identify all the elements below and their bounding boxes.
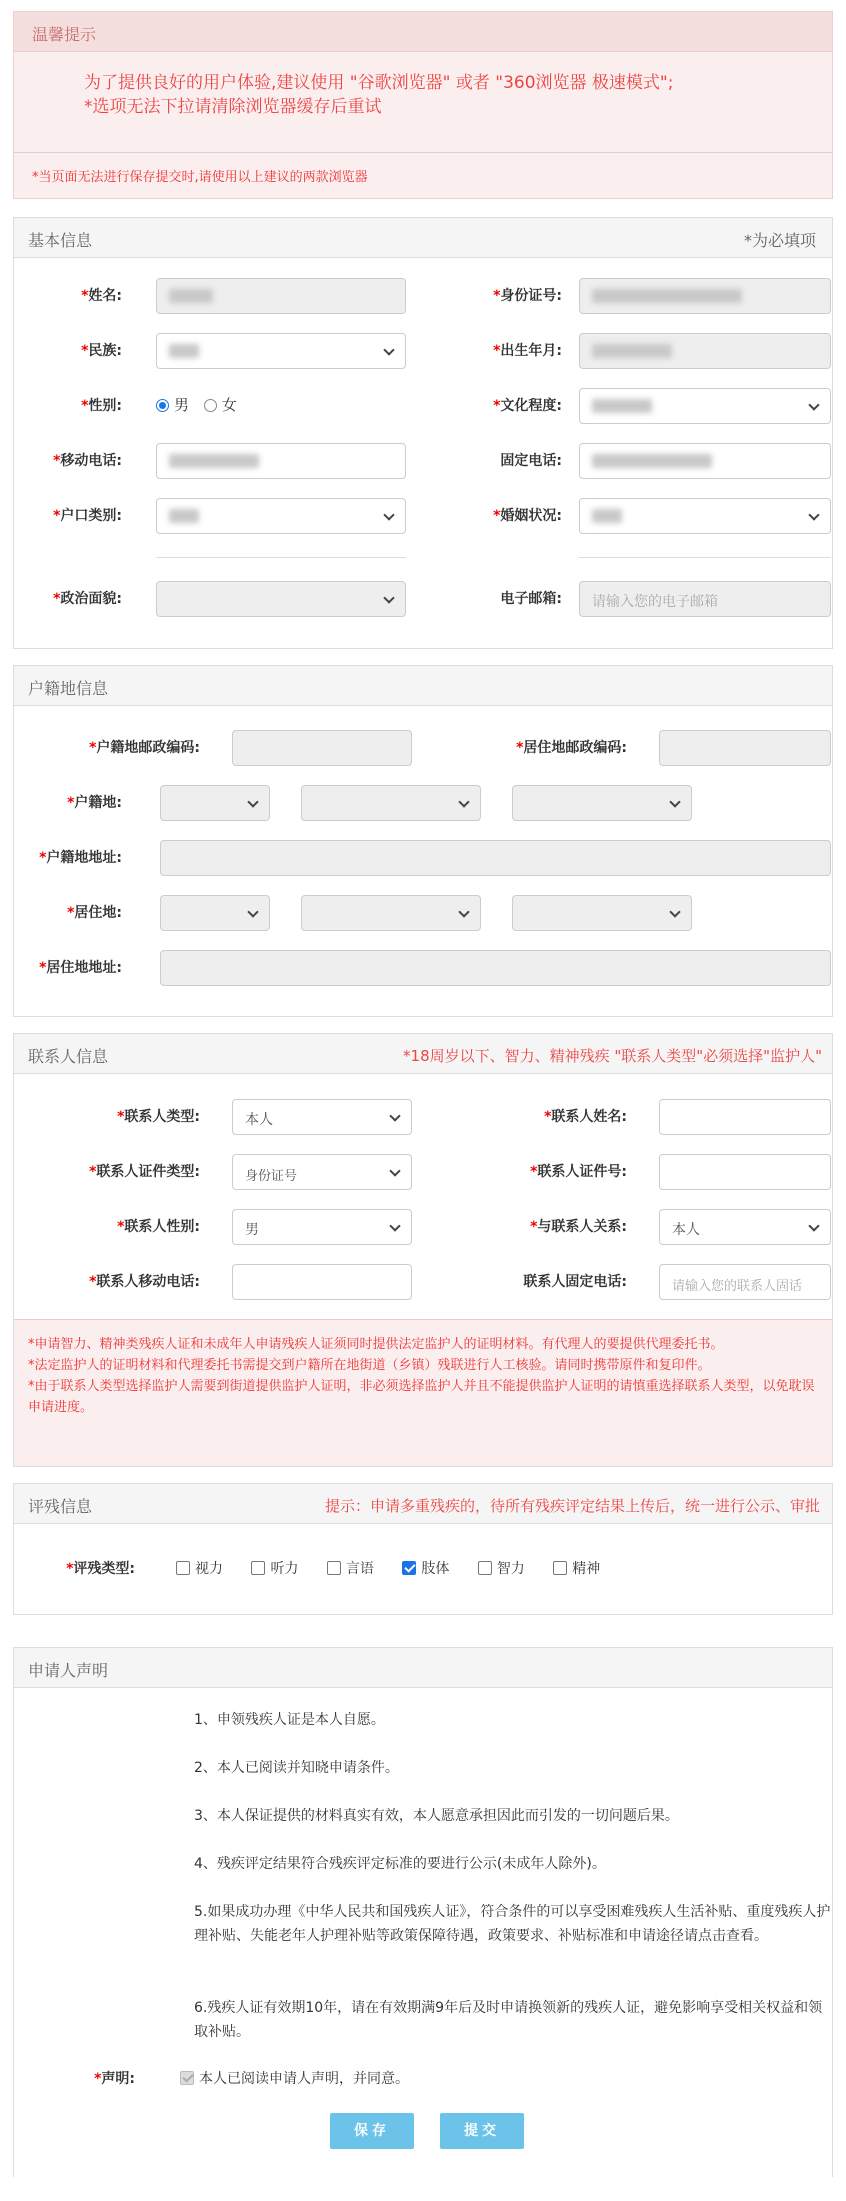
contact-id-type-select[interactable]: 身份证号 [232,1154,412,1190]
email-input[interactable] [579,581,831,617]
basic-info-panel [13,217,833,649]
marital-label: *婚姻状况: [493,508,562,524]
hukou-type-label: *户口类别: [53,508,122,524]
declaration-panel [13,1647,833,2177]
basic-info-header [14,218,832,258]
option-mental[interactable]: 精神 [553,1561,600,1577]
residence-address-input[interactable] [160,950,831,986]
contact-note-3: *由于联系人类型选择监护人需要到街道提供监护人证明，非必须选择监护人并且不能提供监护人证明的请慎重选择联系人类型，以免耽误申请进度。 [28,1379,815,1415]
mobile-label: *移动电话: [53,453,122,469]
contact-type-select[interactable]: 本人 [232,1099,412,1135]
option-intellectual-checkbox[interactable] [478,1561,492,1575]
marital-select[interactable] [579,498,831,534]
gender-female-radio[interactable] [204,399,217,412]
residence-place-label: *居住地: [67,905,122,921]
required-note: *为必填项 [743,231,816,250]
contact-landline-placeholder: 请输入您的联系人固话 [672,1279,803,1294]
declaration-item: 3、本人保证提供的材料真实有效，本人愿意承担因此而引发的一切问题后果。 [194,1808,679,1824]
contact-note-2: *法定监护人的证明材料和代理委托书需提交到户籍所在地街道（乡镇）残联进行人工核验。请同时携带原件和复印件。 [28,1358,711,1373]
contact-panel [13,1033,833,1467]
option-mental-checkbox[interactable] [553,1561,567,1575]
option-speech-checkbox[interactable] [327,1561,341,1575]
agree-checkbox[interactable] [180,2071,194,2085]
contact-gender-label: *联系人性别: [117,1219,200,1235]
hukou-place-label: *户籍地: [67,795,122,811]
residence-postcode-label: *居住地邮政编码: [516,740,627,756]
option-speech[interactable]: 言语 [327,1561,374,1577]
option-intellectual[interactable]: 智力 [478,1561,525,1577]
assessment-hint: 提示：申请多重残疾的，待所有残疾评定结果上传后，统一进行公示、审批 [324,1497,820,1515]
landline-input[interactable] [579,443,831,479]
email-label: 电子邮箱: [500,591,562,607]
hukou-postcode-label: *户籍地邮政编码: [89,740,200,756]
contact-id-number-label: *联系人证件号: [530,1164,627,1180]
assessment-header [14,1484,832,1524]
declaration-item: 1、申领残疾人证是本人自愿。 [194,1712,385,1728]
notice-panel [13,11,833,199]
contact-mobile-input[interactable] [232,1264,412,1300]
residence-district-select[interactable] [512,895,692,931]
contact-relation-select[interactable]: 本人 [659,1209,831,1245]
gender-male-label: 男 [174,396,190,414]
row-divider [156,557,406,558]
birth-label: *出生年月: [493,343,562,359]
hukou-header [14,666,832,706]
gender-male-radio[interactable] [156,399,169,412]
basic-info-title: 基本信息 [28,231,93,250]
contact-mobile-label: *联系人移动电话: [89,1274,200,1290]
option-physical-checkbox[interactable] [402,1561,416,1575]
save-button[interactable]: 保存 [330,2113,414,2149]
contact-name-label: *联系人姓名: [544,1109,627,1125]
residence-address-label: *居住地地址: [39,960,122,976]
political-select[interactable] [156,581,406,617]
id-number-label: *身份证号: [493,288,562,304]
option-hearing[interactable]: 听力 [251,1561,298,1577]
email-placeholder: 请输入您的电子邮箱 [592,594,718,610]
contact-note-1: *申请智力、精神类残疾人证和未成年人申请残疾人证须同时提供法定监护人的证明材料。有代理人的要提供代理委托书。 [28,1337,724,1352]
statement-label: *声明: [94,2071,135,2087]
contact-header [14,1034,832,1074]
notice-line-2: *选项无法下拉请清除浏览器缓存后重试 [84,97,382,117]
agree-text: 本人已阅读申请人声明，并同意。 [199,2071,409,2087]
notice-footer: *当页面无法进行保存提交时,请使用以上建议的两款浏览器 [32,170,368,185]
education-label: *文化程度: [493,398,562,414]
hukou-type-select[interactable] [156,498,406,534]
hukou-title: 户籍地信息 [28,679,109,698]
contact-id-number-input[interactable] [659,1154,831,1190]
contact-landline-label: 联系人固定电话: [523,1274,627,1290]
declaration-item: 4、残疾评定结果符合残疾评定标准的要进行公示(未成年人除外)。 [194,1856,606,1872]
assessment-title: 评残信息 [28,1497,93,1516]
hukou-city-select[interactable] [301,785,481,821]
declaration-title: 申请人声明 [28,1661,109,1680]
ethnic-select[interactable] [156,333,406,369]
declaration-item: 5.如果成功办理《中华人民共和国残疾人证》，符合条件的可以享受困难残疾人生活补贴、重度残疾人护理补贴、失能老年人护理补贴等政策保障待遇，政策要求、补贴标准和申请途径请点击查看。 [194,1904,831,1944]
option-hearing-checkbox[interactable] [251,1561,265,1575]
contact-name-input[interactable] [659,1099,831,1135]
contact-title: 联系人信息 [28,1047,109,1066]
assessment-options [176,1558,600,1578]
declaration-item: 2、本人已阅读并知晓申请条件。 [194,1760,399,1776]
contact-notes [14,1319,832,1466]
education-select[interactable] [579,388,831,424]
notice-divider [14,152,832,153]
hukou-address-label: *户籍地地址: [39,850,122,866]
agree-checkbox-row[interactable] [180,2068,409,2088]
residence-province-select[interactable] [160,895,270,931]
mobile-input[interactable] [156,443,406,479]
notice-line-1: 为了提供良好的用户体验,建议使用 "谷歌浏览器" 或者 "360浏览器 极速模式"; [84,73,674,93]
option-vision[interactable]: 视力 [176,1561,223,1577]
hukou-district-select[interactable] [512,785,692,821]
birth-input[interactable] [579,333,831,369]
gender-radio-group [156,394,237,415]
notice-header [14,12,832,52]
contact-id-type-label: *联系人证件类型: [89,1164,200,1180]
hukou-address-input[interactable] [160,840,831,876]
submit-button[interactable]: 提交 [440,2113,524,2149]
ethnic-label: *民族: [81,343,122,359]
hukou-province-select[interactable] [160,785,270,821]
gender-female-label: 女 [221,396,237,414]
political-label: *政治面貌: [53,591,122,607]
id-number-input[interactable] [579,278,831,314]
option-physical[interactable]: 肢体 [402,1561,449,1577]
notice-title: 温馨提示 [32,25,97,44]
row-divider [579,557,831,558]
name-input[interactable] [156,278,406,314]
hukou-postcode-input[interactable] [232,730,412,766]
contact-gender-select[interactable]: 男 [232,1209,412,1245]
hukou-panel [13,665,833,1017]
name-label: *姓名: [81,288,122,304]
gender-label: *性别: [81,398,122,414]
contact-warning: *18周岁以下、智力、精神残疾 "联系人类型"必须选择"监护人" [403,1047,822,1065]
residence-postcode-input[interactable] [659,730,831,766]
declaration-header [14,1648,832,1688]
residence-city-select[interactable] [301,895,481,931]
contact-relation-label: *与联系人关系: [530,1219,627,1235]
contact-landline-input[interactable] [659,1264,831,1300]
landline-label: 固定电话: [500,453,562,469]
contact-type-label: *联系人类型: [117,1109,200,1125]
assessment-type-label: *评残类型: [66,1561,135,1577]
declaration-item: 6.残疾人证有效期10年，请在有效期满9年后及时申请换领新的残疾人证，避免影响享受相关权益和领取补贴。 [194,2000,823,2040]
option-vision-checkbox[interactable] [176,1561,190,1575]
assessment-panel [13,1483,833,1615]
